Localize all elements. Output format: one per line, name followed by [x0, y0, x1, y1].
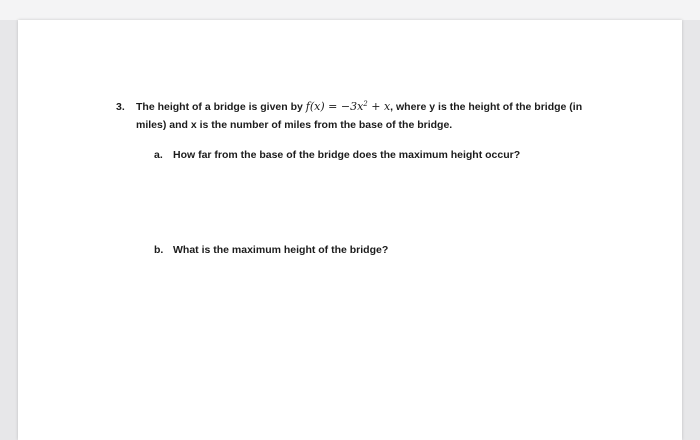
subquestion-a-letter: a.: [154, 149, 163, 161]
exponent: 2: [363, 100, 368, 108]
problem-text-rest: , where y is the height of the bridge (in miles) and x is the number of miles from the base of the bridge.: [136, 101, 583, 131]
linear-term: + x: [367, 100, 391, 113]
subquestion-b-letter: b.: [154, 244, 164, 256]
quadratic-term: −3x: [340, 100, 364, 113]
subquestion-a-text: How far from the base of the bridge does the maximum height occur?: [173, 149, 521, 161]
problem-3: [116, 98, 586, 134]
equals-sign: =: [324, 100, 341, 113]
viewer-top-band: [0, 0, 700, 20]
function-name: f(x): [305, 100, 325, 113]
document-page: [18, 20, 682, 440]
subquestion-b-text: What is the maximum height of the bridge?: [173, 244, 389, 256]
function-expression: [306, 100, 390, 113]
subquestion-b: [154, 242, 388, 258]
problem-text-intro: The height of a bridge is given by: [136, 101, 306, 113]
problem-statement: [136, 98, 586, 134]
problem-number: 3.: [116, 101, 125, 113]
subquestion-a: [154, 147, 520, 163]
